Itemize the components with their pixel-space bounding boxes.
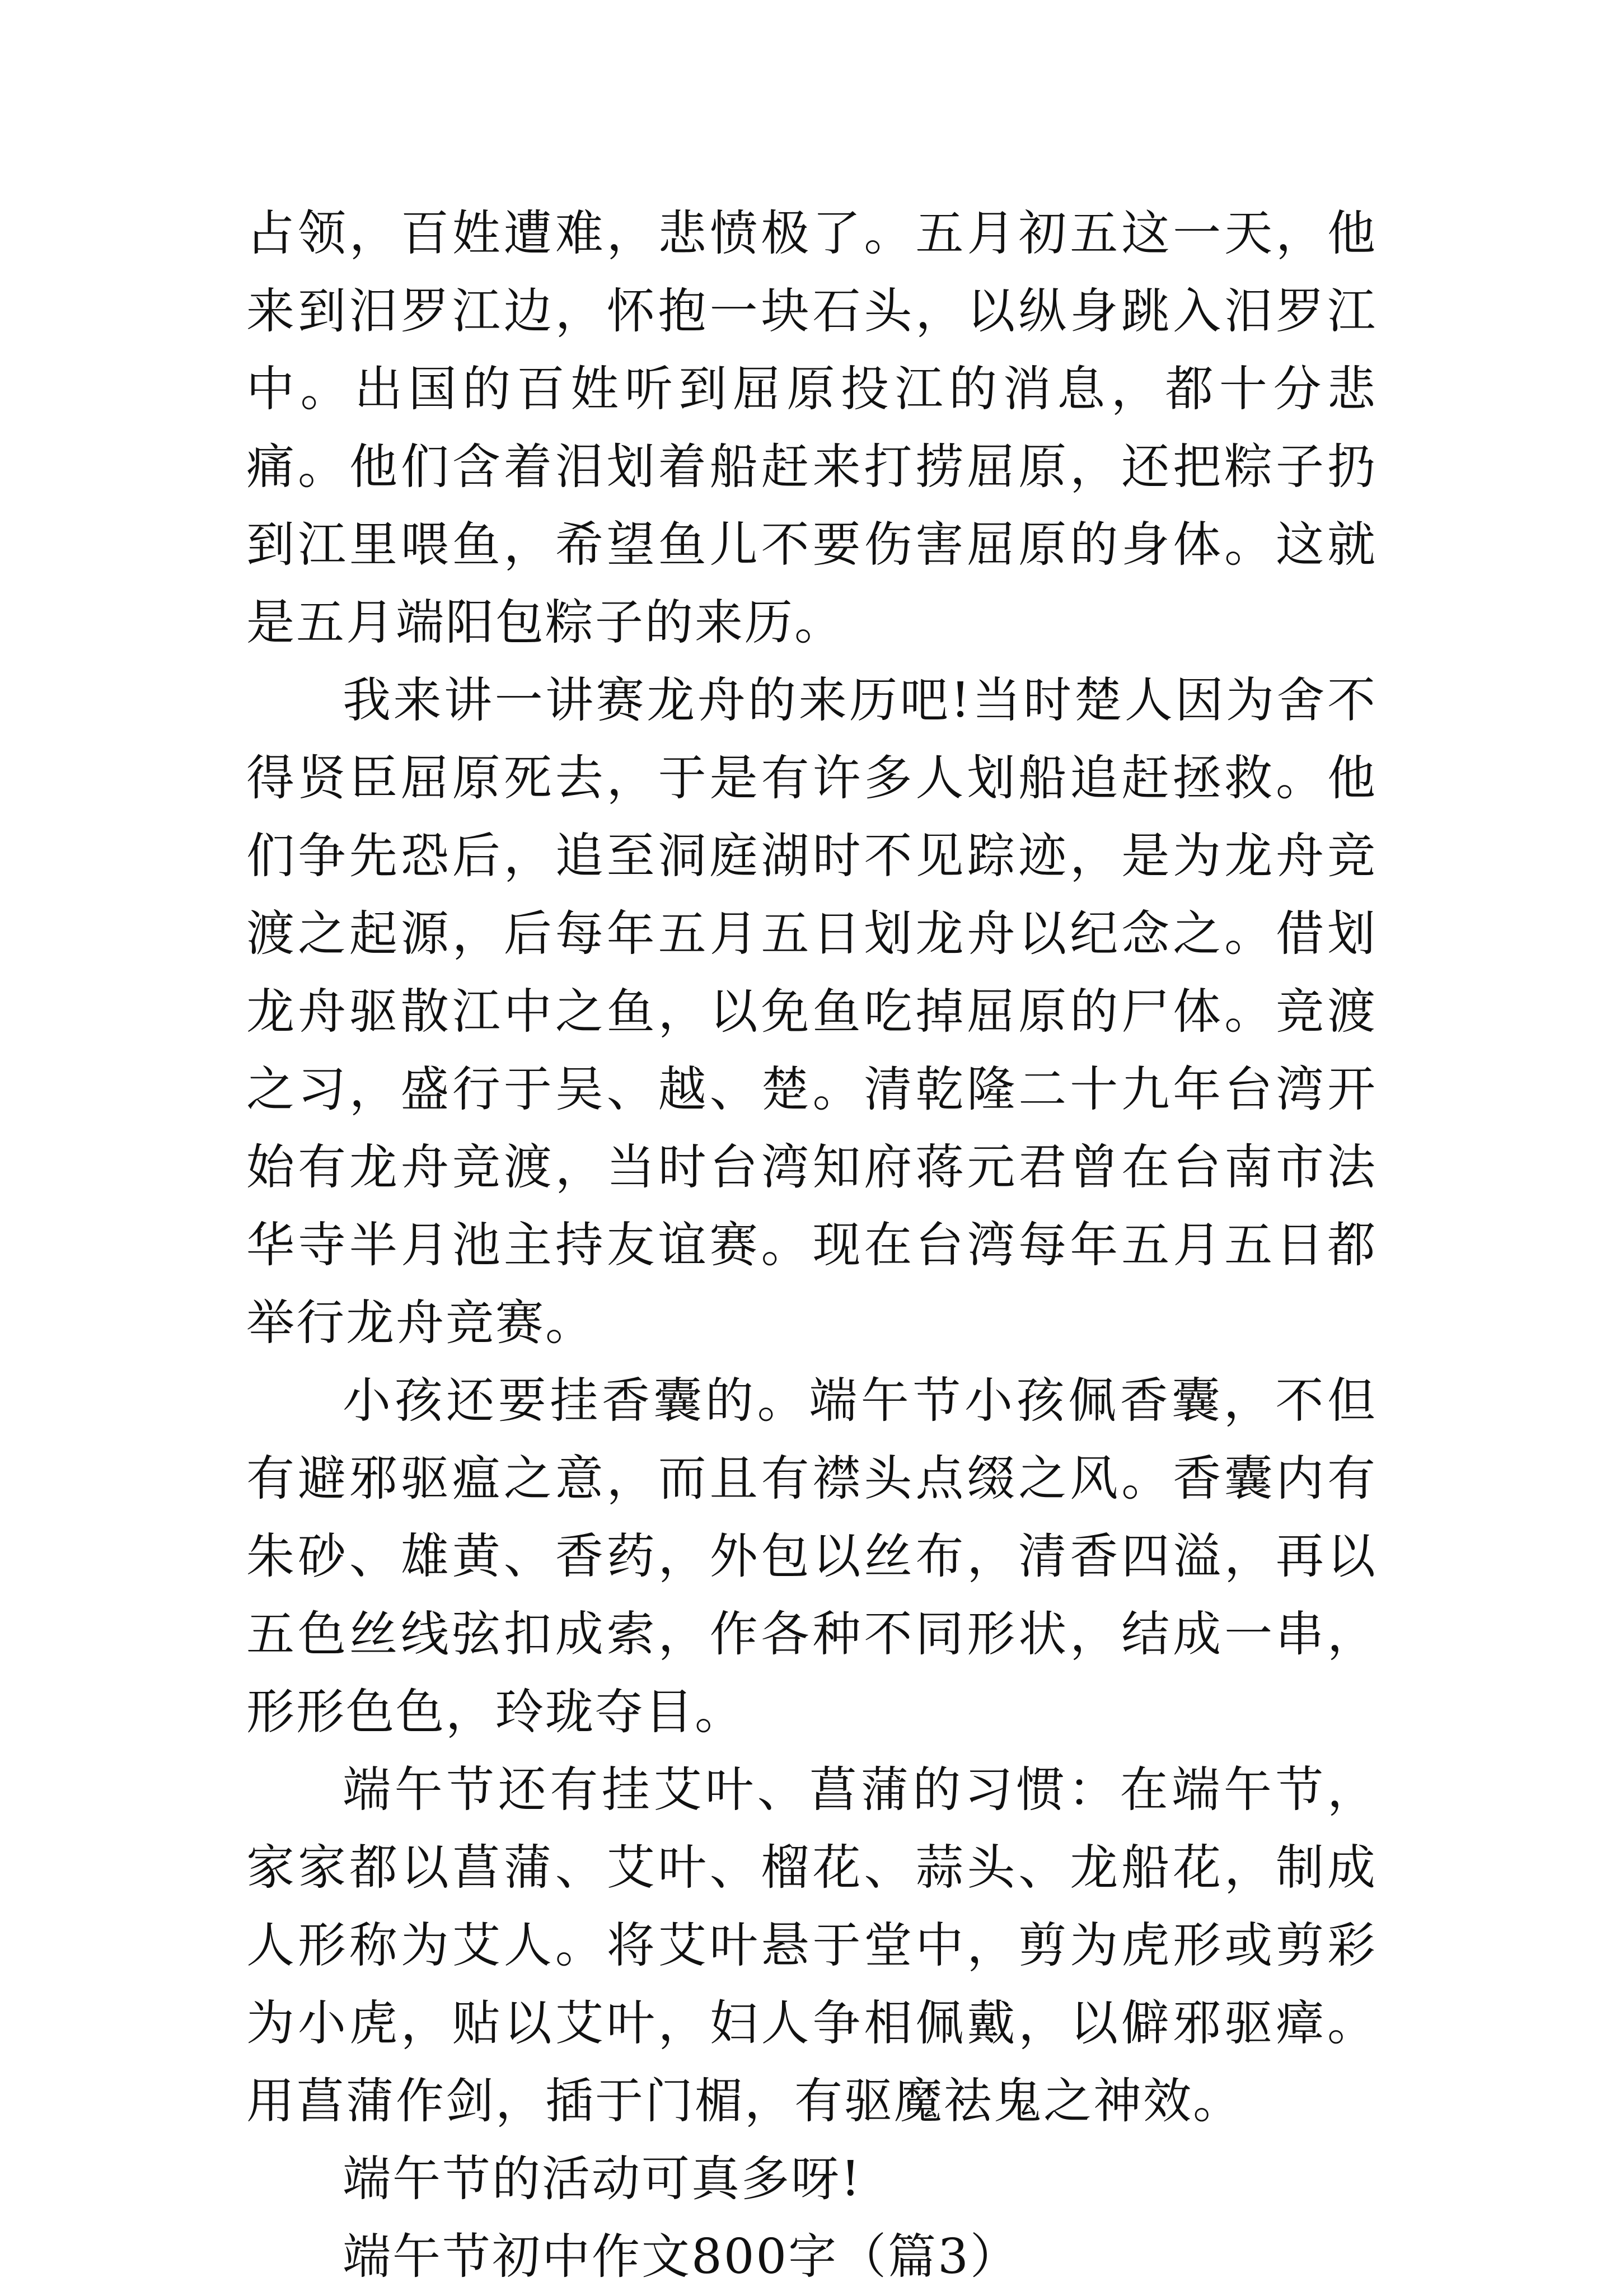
paragraph-mugwort: 端午节还有挂艾叶、菖蒲的习惯：在端午节，家家都以菖蒲、艾叶、榴花、蒜头、龙船花，制成人形称为艾人。将艾叶悬于堂中，剪为虎形或剪彩为小虎，贴以艾叶，妇人争相佩戴，以僻邪驱瘴。用菖蒲作剑，插于门楣，有驱魔祛鬼之神效。 [246, 1762, 1377, 2129]
paragraph-sachet: 小孩还要挂香囊的。端午节小孩佩香囊，不但有避邪驱瘟之意，而且有襟头点缀之风。香囊内有朱砂、雄黄、香药，外包以丝布，清香四溢，再以五色丝线弦扣成索，作各种不同形状，结成一串，形形色色，玲珑夺目。 [246, 1373, 1377, 1740]
next-essay-title: 端午节初中作文800字（篇3） [343, 2229, 1020, 2285]
paragraph-dragon-boat: 我来讲一讲赛龙舟的来历吧!当时楚人因为舍不得贤臣屈原死去，于是有许多人划船追赶拯救。他们争先恐后，追至洞庭湖时不见踪迹，是为龙舟竞渡之起源，后每年五月五日划龙舟以纪念之。借划龙舟驱散江中之鱼，以免鱼吃掉屈原的尸体。竞渡之习，盛行于吴、越、楚。清乾隆二十九年台湾开始有龙舟竞渡，当时台湾知府蒋元君曾在台南市法华寺半月池主持友谊赛。现在台湾每年五月五日都举行龙舟竞赛。 [246, 672, 1377, 1351]
document-body [246, 195, 1377, 2296]
paragraph-continuation: 占领，百姓遭难，悲愤极了。五月初五这一天，他来到汨罗江边，怀抱一块石头，以纵身跳入汨罗江中。出国的百姓听到屈原投江的消息，都十分悲痛。他们含着泪划着船赶来打捞屈原，还把粽子扔到江里喂鱼，希望鱼儿不要伤害屈原的身体。这就是五月端阳包粽子的来历。 [246, 205, 1377, 651]
paragraph-closing: 端午节的活动可真多呀! [343, 2151, 862, 2207]
